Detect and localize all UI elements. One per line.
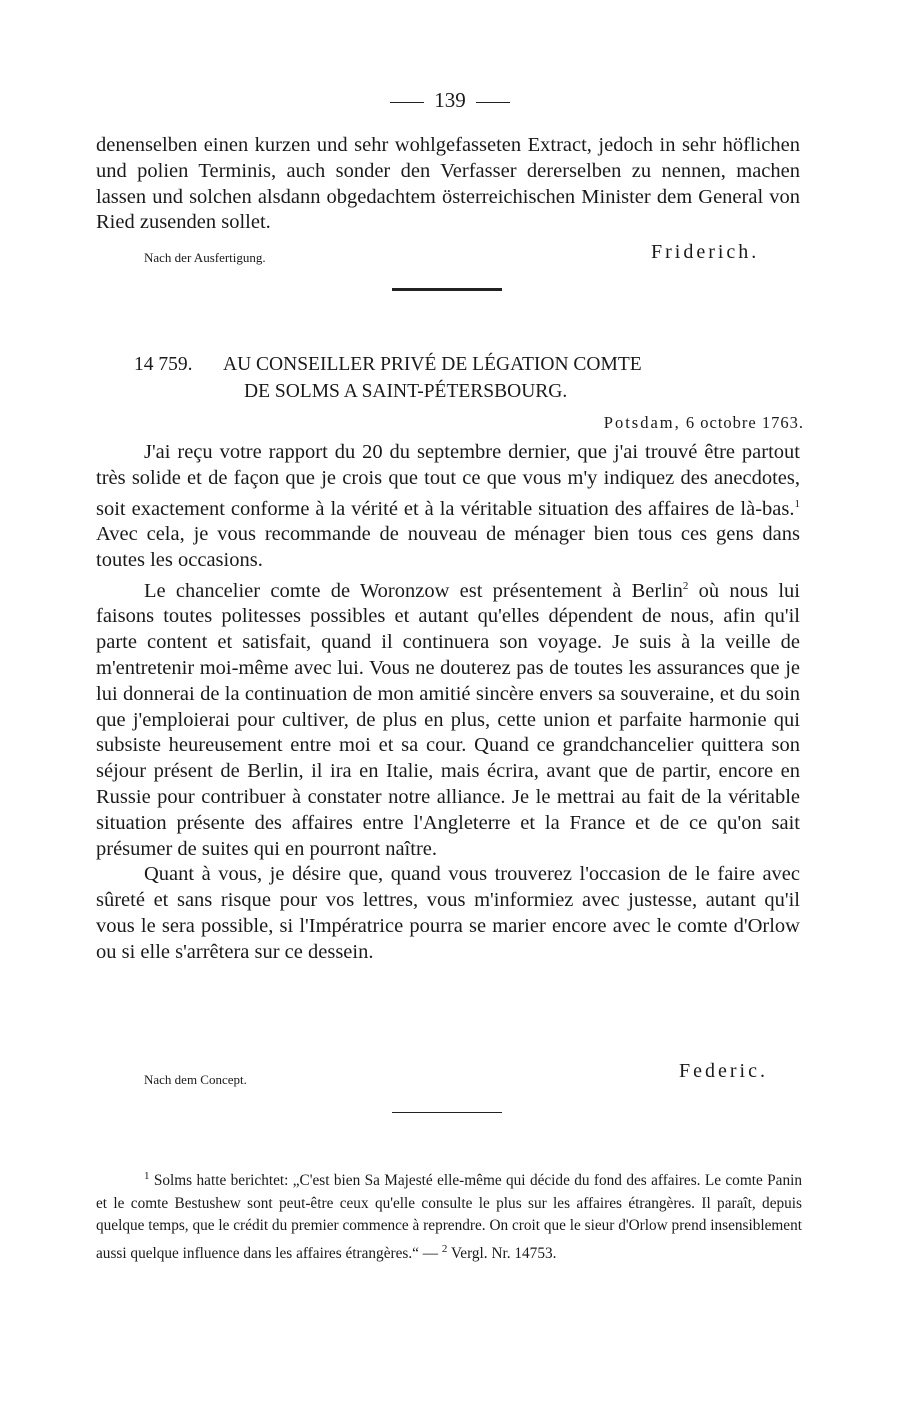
letter-source-note: Nach dem Concept. (144, 1072, 247, 1087)
footnote-ref-1: 1 (794, 497, 800, 510)
letter-date: 6 octobre 1763. (685, 413, 804, 432)
p1-text-a: J'ai reçu votre rapport du 20 du septembre dernier, que j'ai trouvé être partout très solide et de façon que je crois que tout ce que vous m'y indiquez des anecdotes, soit exactement conforme à la vérité et à la véritable situation des affaires de là-bas. (96, 441, 800, 520)
footnote-1-text: Solms hatte berichtet: „C'est bien Sa Majesté elle-même qui décide du fond des affaires. Le comte Panin et le comte Bestushew sont peut-être ceux qu'elle consulte le plus sur les affaires étrangères. Il paraît, depuis quelque temps, que le crédit du premier commence à reprendre. On croit que le sieur d'Orlow prend insensiblement aussi quelque influence dans les affaires étrangères.“ — (96, 1172, 802, 1262)
letter-place: Potsdam, (603, 413, 681, 432)
p2-text-a: Le chancelier comte de Woronzow est présentement à Berlin (144, 579, 683, 602)
letter-paragraph-1 (96, 440, 800, 574)
section-divider (392, 288, 502, 291)
letter-dateline (604, 413, 804, 433)
page-header (0, 88, 900, 113)
letter-number: 14 759. (134, 354, 193, 375)
footnotes (96, 1165, 802, 1265)
p2-text-b: où nous lui faisons toutes politesses possibles et autant qu'elles dépendent de nous, afin qu'il parte content et satisfait, quand il continuera son voyage. Je suis à la veille de m'entretenir moi-même avec lui. Vous ne douterez pas de toutes les assurances que je lui donnerai de la continuation de mon amitié sincère envers sa souveraine, et du soin que j'emploierai pour cultiver, de plus en plus, cette union et parfaite harmonie qui subsiste heureusement entre moi et sa cour. Quand ce grandchancelier quittera son séjour présent de Berlin, il ira en Italie, mais écrira, avant que de partir, encore en Russie pour contribuer à constater notre alliance. Je le mettrai au fait de la véritable situation présente des affaires entre l'Angleterre et la France et de ce qu'on sait présumer de suites qui en pourront naître. (96, 579, 800, 860)
footnote-2-text: Vergl. Nr. 14753. (447, 1244, 557, 1262)
header-dash-right (476, 102, 510, 103)
continued-letter (96, 133, 800, 236)
letter-paragraph-3: Quant à vous, je désire que, quand vous trouverez l'occasion de le faire avec sûreté et sans risque pour vos lettres, vous m'informiez avec justesse, autant qu'il vous le sera possible, si l'Impératrice pourra se marier encore avec le comte d'Orlow ou si elle s'arrêtera sur ce dessein. (96, 863, 800, 963)
footnote-1 (96, 1165, 802, 1265)
top-source-note: Nach der Ausfertigung. (144, 250, 266, 265)
top-paragraph: denenselben einen kurzen und sehr wohlgefasseten Extract, jedoch in sehr höflichen und polien Terminis, auch sonder den Verfasser dererselben zu nennen, machen lassen und solchen alsdann obgedachtem österreichischen Minister dem General von Ried zusenden sollet. (96, 134, 800, 234)
letter-paragraph-2 (96, 574, 800, 863)
top-signature: Friderich. (651, 241, 760, 263)
header-dash-left (390, 102, 424, 103)
p1-text-b: Avec cela, je vous recommande de nouveau de ménager bien tous ces gens dans toutes les occasions. (96, 523, 800, 572)
page-number: 139 (434, 88, 466, 112)
footnote-mark-2: 2 (441, 1242, 448, 1255)
letter-signature: Federic. (679, 1060, 768, 1082)
letter-title-line1: AU CONSEILLER PRIVÉ DE LÉGATION COMTE (223, 354, 642, 375)
footnote-mark-1: 1 (144, 1170, 150, 1182)
footnote-ref-2: 2 (682, 579, 689, 592)
footnote-divider (392, 1112, 502, 1113)
letter-title-line2: DE SOLMS A SAINT-PÉTERSBOURG. (244, 381, 568, 402)
letter-body (96, 440, 800, 966)
